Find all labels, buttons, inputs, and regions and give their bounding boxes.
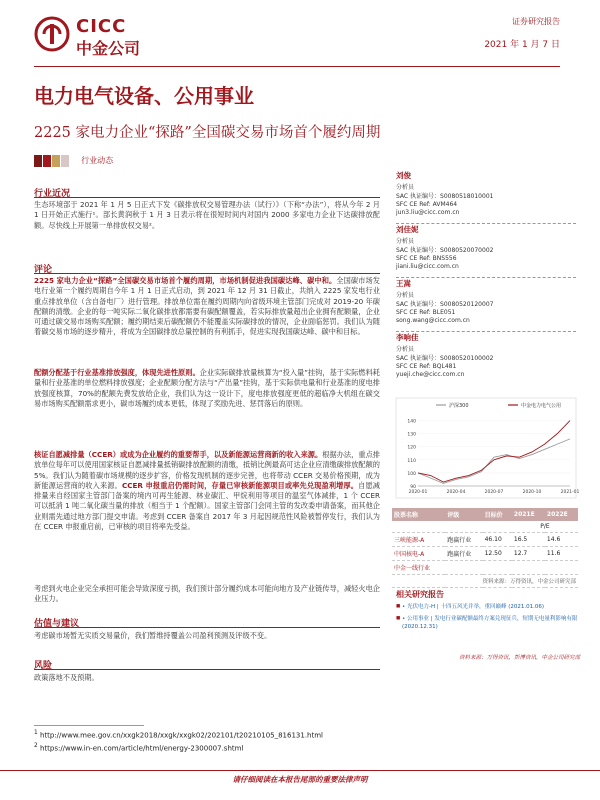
analyst-email[interactable]: jun3.liu@cicc.com.cn xyxy=(396,209,460,217)
x-tick-label: 2020-01 xyxy=(408,490,428,495)
section-divider xyxy=(34,627,380,628)
analyst-card xyxy=(396,334,493,379)
table-row xyxy=(392,561,578,575)
analyst-name: 刘佳妮 xyxy=(396,225,419,234)
header-meta xyxy=(484,16,560,50)
comment-p3-lead: 核证自愿减排量（CCER）或成为企业履约的重要帮手，以及新能源运营商新的收入来源。 xyxy=(34,450,323,459)
x-tick-label: 2020-07 xyxy=(484,490,504,495)
analyst-email[interactable]: song.wang@cicc.com.cn xyxy=(396,317,470,325)
section-divider xyxy=(34,273,380,274)
stock-pe1: 12.7 xyxy=(512,547,545,561)
stock-rating: 跑赢行业 xyxy=(445,547,482,561)
related-item[interactable]: ■ • 光伏电力-H | 十四五风光并举，重回巅峰 (2021.01.06) xyxy=(396,603,580,611)
footer-disclaimer: 请仔细阅读在本报告尾部的重要法律声明 xyxy=(232,775,368,784)
footnote-link[interactable]: https://www.in-en.com/article/html/energy-2300007.shtml xyxy=(39,744,244,753)
stock-rating xyxy=(445,561,482,575)
valuation-text: 考虑碳市场暂无实质交易量价，我们暂维持覆盖公司盈利预测及评级不变。 xyxy=(34,631,272,640)
stock-pe2: 14.6 xyxy=(545,533,578,547)
analyst-ce: SFC CE Ref: BNS556 xyxy=(396,254,457,262)
analyst-sac: SAC 执证编号：S0080518010001 xyxy=(396,192,494,200)
col-header-rating: 评级 xyxy=(445,508,482,521)
footnote-num: 1 xyxy=(34,730,38,736)
analyst-role: 分析员 xyxy=(396,292,415,300)
analyst-email[interactable]: yueji.che@cicc.com.cn xyxy=(396,371,465,379)
footnote-divider xyxy=(34,725,144,726)
logo-en: CICC xyxy=(76,16,127,37)
section-heading-risk: 风险 xyxy=(34,661,53,671)
overview-text: 生态环境部于 2021 年 1 月 5 日正式下发《碳排放权交易管理办法（试行）》（下称“办法”），将从今年 2 月 1 日开始正式施行¹。部长黄润秋于 1 月 3 日表示将在很短时间内对国内 2000 多家电力企业下达碳排放配额。尽快线上开展第一单排放权交易²。 xyxy=(34,200,380,230)
type-square-icon xyxy=(34,155,42,167)
section-heading-overview: 行业近况 xyxy=(34,189,71,199)
stock-pe1: 16.5 xyxy=(512,533,545,547)
analyst-role: 分析员 xyxy=(396,346,415,354)
related-item[interactable]: ■ • 公用事业 | 发电行业碳配额最终方案兑现征兵，短期无电量利影响有限 (2020.12.31) xyxy=(396,615,580,631)
footnote-2 xyxy=(34,743,243,752)
sector-title: 电力电气设备、公用事业 xyxy=(34,84,254,108)
analyst-divider xyxy=(396,223,576,224)
comment-p3b-lead: CCER 申报重启仍需时间，存量已审核新能源项目或率先兑现盈利增厚。 xyxy=(121,480,359,490)
analyst-divider xyxy=(396,277,576,278)
comment-p1-lead: 2225 家电力企业“探路”全国碳交易市场首个履约周期，市场机制促进我国碳达峰、碳中和。 xyxy=(34,276,337,285)
section-divider xyxy=(34,197,380,198)
analyst-name: 李响佳 xyxy=(396,333,419,342)
logo-cn: 中金公司 xyxy=(76,39,141,58)
footnote-1 xyxy=(34,730,323,739)
report-type xyxy=(34,155,113,169)
footnote-num: 2 xyxy=(34,743,38,749)
stock-pe2 xyxy=(545,561,578,575)
comment-paragraph-2 xyxy=(34,368,380,409)
related-list xyxy=(396,603,580,635)
analyst-sac: SAC 执证编号：S0080520100002 xyxy=(396,354,494,362)
comment-paragraph-1 xyxy=(34,276,380,338)
x-tick-label: 2020-10 xyxy=(522,490,542,495)
col-header-target: 目标价 xyxy=(483,508,512,521)
comment-paragraph-4: 考虑到火电企业完全承担可能会导致深度亏损，我们预计部分履约成本可能向地方及产业链传导，减轻火电企业压力。 xyxy=(34,584,380,604)
section-heading-comment: 评论 xyxy=(34,265,53,275)
analyst-role: 分析员 xyxy=(396,238,415,246)
header-divider xyxy=(34,66,560,67)
analyst-sac: SAC 执证编号：S0080520070002 xyxy=(396,246,494,254)
table-row xyxy=(392,533,578,547)
analyst-ce: SFC CE Ref: BQL481 xyxy=(396,362,457,370)
table-source: 资料来源：万得资讯，中金公司研究部 xyxy=(392,575,578,588)
col-header-pe-2022: 2022E xyxy=(545,508,578,521)
footnote-link[interactable]: http://www.mee.gov.cn/xxgk2018/xxgk/xxgk02/202101/t20210105_816131.html xyxy=(39,731,323,740)
report-label: 证券研究报告 xyxy=(512,17,560,26)
footer-bar xyxy=(0,770,600,788)
comment-p3-body: 根据办法，重点排放单位每年可以使用国家核证自愿减排量抵销碳排放配额的清缴，抵销比例最高可达企业应清缴碳排放配额的 5%。我们认为随着碳市场规模的逐步扩容，价格发现机制的逐步完善，也将带动 CCER 交易价格预期，成为新能源运营商的收入来源。 xyxy=(34,450,380,490)
risk-text: 政策落地不及预期。 xyxy=(34,673,99,682)
stock-target: 46.10 xyxy=(483,533,512,547)
y-tick-label: 110 xyxy=(407,458,416,464)
cicc-logo xyxy=(34,12,174,62)
stock-pe1 xyxy=(512,561,545,575)
valuation-table xyxy=(392,508,578,588)
y-tick-label: 120 xyxy=(407,445,416,451)
section-heading-valuation: 估值与建议 xyxy=(34,619,80,629)
col-header-name: 股票名称 xyxy=(392,508,445,521)
analyst-role: 分析员 xyxy=(396,184,415,192)
analyst-sac: SAC 执证编号：S0080520120007 xyxy=(396,300,494,308)
report-date: 2021 年 1 月 7 日 xyxy=(484,40,560,50)
analyst-divider xyxy=(396,331,576,332)
stock-name[interactable]: 中金一线行业 xyxy=(392,561,445,575)
x-tick-label: 2020-04 xyxy=(446,490,466,495)
stock-pe2: 11.6 xyxy=(545,547,578,561)
related-heading: 相关研究报告 xyxy=(396,590,444,599)
type-square-icon xyxy=(52,155,60,167)
analyst-name: 刘俊 xyxy=(396,171,411,180)
analyst-card xyxy=(396,226,576,278)
stock-target xyxy=(483,561,512,575)
related-credit: 资料来源：万得资讯，彭博资讯，中金公司研究部 xyxy=(458,655,580,661)
analyst-card xyxy=(396,172,576,224)
y-tick-label: 130 xyxy=(407,432,416,438)
stock-name[interactable]: 三峡能源-A xyxy=(392,533,445,547)
comment-paragraph-3 xyxy=(34,450,380,532)
report-type-label: 行业动态 xyxy=(81,156,114,165)
comment-p3b-body: 自愿减排量来自经国家主管部门备案的境内可再生能源、林业碳汇、甲烷利用等项目的温室气体减排，1 个 CCER 可以抵消 1 吨二氧化碳当量的排放（相当于 1 个配额）。国家主管部门会同主管的发改委申请备案，而其他企业则需先通过地方部门提交申请。考虑到 CCER 备案自 2017 年 3 月起因规范性风险被暂停发行，我们认为在 CCER 申报重启前，已审核的项目将率先受益。 xyxy=(34,480,380,532)
comment-p1-body: 全国碳市场发电行业第一个履约周期自今年 1 月 1 日正式启动，到 2021 年 12 月 31 日截止，共纳入 2225 家发电行业重点排放单位（含自备电厂）进行管理。排放单位需在履约周期内向省级环境主管部门完成对 2019-20 年碳配额的清缴。企业的每一吨实际二氧化碳排放都需要有碳配额覆盖，若实际排放量超出企业拥有配额量，企业可通过碳交易市场购买配额；履约期结束后碳配额仍不能覆盖实际碳排放的情况，企业面临惩罚。我们认为随着碳交易市场的逐步精升，将成为全国碳排放总量控制的有利抓手，促进实现我国碳达峰、碳中和目标。 xyxy=(34,276,380,337)
y-tick-label: 140 xyxy=(407,419,416,425)
analyst-email[interactable]: jiani.liu@cicc.com.cn xyxy=(396,263,459,271)
report-headline: 2225 家电力企业“探路”全国碳交易市场首个履约周期 xyxy=(34,125,381,141)
analyst-ce: SFC CE Ref: AVM464 xyxy=(396,200,458,208)
table-subheader-spacer xyxy=(392,521,512,533)
comment-p2-body: 企业实际碳排放量核算为“投入量”挂钩，基于实际燃料耗量和行业基准的单位燃料排放强度；企业配额分配方法与“产出量”挂钩，基于实际供电量和行业基准的度电排放强度核算，70%的配额先费发放给企业，我们认为这一设计下，度电排放强度更低的超临净大机组在碳交易市场购买配额需求更小，碳市场履约成本更低，体现了奖励先进、惩罚落后的原则。 xyxy=(34,368,380,408)
section-divider xyxy=(34,669,380,670)
performance-chart xyxy=(396,398,580,498)
legend-label: 中金电力电气公用 xyxy=(521,403,562,409)
x-tick-label: 2021-01 xyxy=(560,490,580,495)
y-tick-label: 100 xyxy=(407,471,416,477)
type-square-icon xyxy=(61,155,69,167)
analyst-ce: SFC CE Ref: BLE051 xyxy=(396,308,456,316)
legend-label: 沪深300 xyxy=(449,403,469,409)
stock-target: 12.50 xyxy=(483,547,512,561)
cicc-logo-icon xyxy=(34,16,70,52)
y-tick-label: 90 xyxy=(410,485,416,490)
table-subheader-pe: P/E xyxy=(512,521,578,533)
analyst-card xyxy=(396,280,576,332)
stock-name[interactable]: 中国核电-A xyxy=(392,547,445,561)
col-header-pe-2021: 2021E xyxy=(512,508,545,521)
comment-p2-lead: 配额分配基于行业基准排放强度，体现先进性原则。 xyxy=(34,368,200,377)
analyst-name: 王嵩 xyxy=(396,279,411,288)
type-square-icon xyxy=(43,155,51,167)
table-row xyxy=(392,547,578,561)
stock-rating: 跑赢行业 xyxy=(445,533,482,547)
